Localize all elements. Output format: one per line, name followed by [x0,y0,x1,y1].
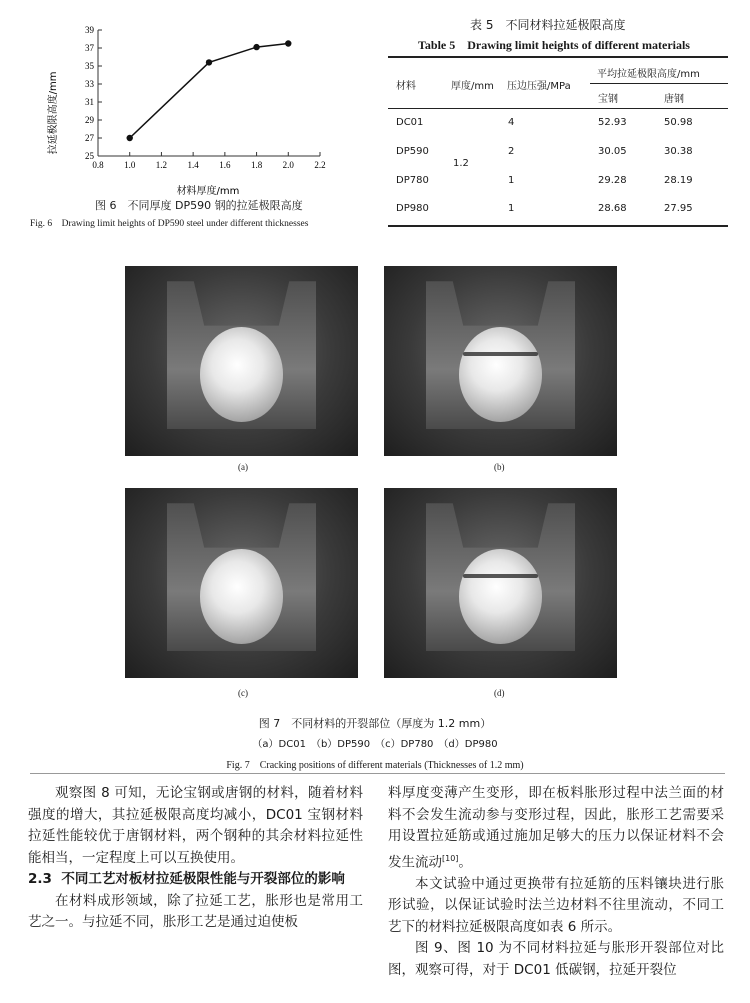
photo-dp980 [384,488,617,678]
table-header-rule [388,108,728,109]
cell-material: DC01 [396,117,424,128]
x-tick-label: 2.2 [314,160,326,170]
cell-bao: 30.05 [598,146,627,157]
cell-thickness: 1.2 [453,158,469,169]
y-tick-label: 25 [85,151,94,161]
punch-sphere [459,327,543,422]
fig6-caption: 图 6 不同厚度 DP590 钢的拉延极限高度 [95,199,303,212]
divider [30,773,725,774]
y-tick-label: 27 [85,133,94,143]
chart-series [127,40,292,141]
fig7-subcaption: （a）DC01 （b）DP590 （c）DP780 （d）DP980 [252,739,498,750]
paragraph [388,783,724,874]
section-number: 2.3 [28,871,52,887]
x-axis-label: 材料厚度/mm [176,186,240,197]
photo-label: (b) [494,462,505,472]
photo-dp780 [125,488,358,678]
paragraph: 在材料成形领域，除了拉延工艺，胀形也是常用工艺之一。与拉延不同，胀形工艺是通过迫使板 [28,892,363,930]
photo-label: (d) [494,688,505,698]
x-tick-label: 1.2 [155,160,168,170]
th-average: 平均拉延极限高度/mm [597,69,700,80]
fig6-caption-en: Fig. 6 Drawing limit heights of DP590 steel under different thicknesses [30,219,309,229]
paragraph: 本文试验中通过更换带有拉延筋的压料镶块进行胀形试验，以保证试验时法兰边材料不往里流动，不同工艺下的材料拉延极限高度如表 6 所示。 [388,875,724,935]
th-tangsteel: 唐钢 [664,94,684,105]
x-tick-label: 1.0 [124,160,136,170]
x-tick-label: 2.0 [282,160,294,170]
paragraph: 图 9、图 10 为不同材料拉延与胀形开裂部位对比图，观察可得，对于 DC01 低碳钢，拉延开裂位 [388,940,724,978]
x-tick-label: 1.4 [187,160,199,170]
table5-title: 表 5 不同材料拉延极限高度 [470,18,626,32]
y-tick-label: 39 [85,25,94,35]
y-tick-label: 29 [85,115,94,125]
photo-dp590 [384,266,617,456]
cell-material: DP780 [396,175,429,186]
th-pressure: 压边压强/MPa [507,81,571,92]
crack-mark [463,352,538,356]
photo-label: (c) [238,688,248,698]
paragraph-end: 。 [458,854,472,870]
data-point [285,40,291,46]
cell-bao: 28.68 [598,203,627,214]
right-column [388,783,724,981]
cell-material: DP980 [396,203,429,214]
cell-tang: 30.38 [664,146,693,157]
cell-pressure: 1 [508,175,515,186]
th-baosteel: 宝钢 [598,94,618,105]
table-top-rule [388,56,728,58]
crack-mark [463,574,538,578]
table5-title-en: Table 5 Drawing limit heights of different materials [418,38,690,52]
punch-sphere [459,549,543,644]
th-material: 材料 [396,81,416,92]
x-tick-label: 1.8 [250,160,263,170]
series-line [130,44,289,139]
citation: [10] [442,853,459,863]
left-column [28,783,363,934]
y-axis-label: 拉延极限高度/mm [48,71,59,155]
y-tick-label: 37 [85,43,94,53]
data-point [253,44,259,50]
th-thickness: 厚度/mm [451,81,494,92]
fig7-caption-en: Fig. 7 Cracking positions of different materials (Thicknesses of 1.2 mm) [226,760,524,771]
cell-pressure: 2 [508,146,515,157]
cell-tang: 50.98 [664,117,693,128]
photo-label: (a) [238,462,248,472]
cell-tang: 28.19 [664,175,693,186]
cell-bao: 52.93 [598,117,627,128]
cell-tang: 27.95 [664,203,693,214]
data-point [127,135,133,141]
y-tick-label: 33 [85,79,94,89]
cell-material: DP590 [396,146,429,157]
paragraph: 观察图 8 可知，无论宝钢或唐钢的材料，随着材料强度的增大，其拉延极限高度均减小，DC01 宝钢材料拉延性能较优于唐钢材料，两个钢种的其余材料拉延性能相当，一定程度上可以互换使用。 [28,785,363,866]
table-bottom-rule [388,225,728,227]
punch-sphere [200,549,284,644]
x-tick-label: 1.6 [219,160,231,170]
cell-pressure: 1 [508,203,515,214]
cell-pressure: 4 [508,117,515,128]
cell-bao: 29.28 [598,175,627,186]
fig6-line-chart [40,18,340,198]
y-tick-label: 35 [85,61,94,71]
section-title: 不同工艺对板材拉延极限性能与开裂部位的影响 [61,871,345,887]
paragraph-text: 料厚度变薄产生变形，即在板料胀形过程中法兰面的材料不会发生流动参与变形过程，因此，胀形工艺需要采用设置拉延筋或通过施加足够大的压力以保证材料不会发生流动 [388,785,724,870]
data-point [206,59,212,65]
photo-dc01 [125,266,358,456]
x-tick-label: 0.8 [92,160,104,170]
fig7-caption: 图 7 不同材料的开裂部位（厚度为 1.2 mm） [258,717,492,730]
y-tick-label: 31 [85,97,94,107]
section-heading [28,869,363,891]
table-sub-rule [590,83,728,84]
punch-sphere [200,327,284,422]
chart-ticks [85,25,326,170]
